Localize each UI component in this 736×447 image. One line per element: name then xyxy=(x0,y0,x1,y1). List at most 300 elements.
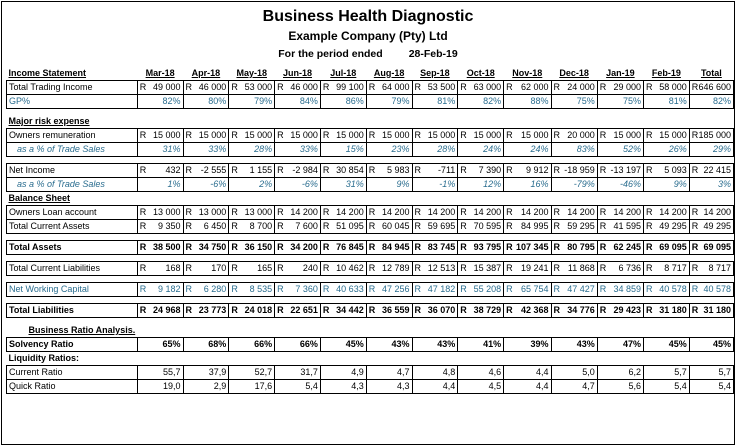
cell-value: 45% xyxy=(689,338,733,352)
cell-value: 36 559 xyxy=(381,305,410,315)
cell xyxy=(504,129,551,143)
currency-symbol: R xyxy=(553,221,560,231)
cell-value: 7 360 xyxy=(295,284,318,294)
currency-symbol: R xyxy=(506,82,513,92)
cell-value: 1% xyxy=(137,178,183,192)
cell-value: 22 415 xyxy=(703,165,731,175)
cell xyxy=(644,129,690,143)
currency-symbol: R xyxy=(277,263,284,273)
cell-value: -79% xyxy=(551,178,597,192)
period-date: 28-Feb-19 xyxy=(408,48,458,60)
cell-value: 12 513 xyxy=(427,263,456,273)
cell xyxy=(320,262,366,276)
spacer-row xyxy=(7,276,734,283)
cell-value: 58 000 xyxy=(659,82,687,92)
currency-symbol: R xyxy=(414,263,421,273)
cell xyxy=(412,164,458,178)
cell xyxy=(458,262,504,276)
cell xyxy=(458,220,504,234)
currency-symbol: R xyxy=(553,82,560,92)
cell xyxy=(229,241,275,255)
period-line xyxy=(2,48,734,60)
currency-symbol: R xyxy=(553,284,560,294)
currency-symbol: R xyxy=(231,130,238,140)
cell-value: 3% xyxy=(689,178,733,192)
currency-symbol: R xyxy=(691,242,699,252)
currency-symbol: R xyxy=(322,305,330,315)
row-label: Current Ratio xyxy=(7,366,138,380)
cell-value: 5,0 xyxy=(551,366,597,380)
currency-symbol: R xyxy=(691,82,699,92)
cell xyxy=(689,304,733,318)
cell-value: 6 736 xyxy=(618,263,641,273)
cell-value: 93 795 xyxy=(473,242,502,252)
cell-value: 17,6 xyxy=(229,380,275,394)
cell xyxy=(597,283,643,297)
cell-value: -6% xyxy=(183,178,229,192)
cell-value: 34 859 xyxy=(613,284,641,294)
currency-symbol: R xyxy=(277,130,284,140)
cell xyxy=(366,283,412,297)
cell-value: 41 595 xyxy=(613,221,641,231)
currency-symbol: R xyxy=(460,221,467,231)
row-owners-pct xyxy=(7,143,734,157)
cell-value: 83% xyxy=(551,143,597,157)
period-label: For the period ended xyxy=(278,48,383,60)
cell-value: 38 729 xyxy=(473,305,502,315)
currency-symbol: R xyxy=(368,284,376,294)
cell-value: 9% xyxy=(644,178,690,192)
cell-value: 10 462 xyxy=(336,263,364,273)
currency-symbol: R xyxy=(139,263,147,273)
currency-symbol: R xyxy=(231,305,238,315)
cell-value: 55 208 xyxy=(473,284,502,294)
cell-value: 84 995 xyxy=(520,221,549,231)
cell-value: 13 000 xyxy=(244,207,273,217)
cell-value: 59 295 xyxy=(567,221,595,231)
cell-value: -2 984 xyxy=(292,165,318,175)
cell-value: 24 968 xyxy=(152,305,181,315)
cell-value: 69 095 xyxy=(703,242,731,252)
row-label: Total Current Assets xyxy=(7,220,138,234)
cell-value: 29 000 xyxy=(613,82,641,92)
cell-value: 31 180 xyxy=(703,305,731,315)
currency-symbol: R xyxy=(506,284,513,294)
cell-value: 168 xyxy=(165,263,181,273)
currency-symbol: R xyxy=(553,130,560,140)
month-header: Sep-18 xyxy=(420,67,450,78)
cell-value: 63 000 xyxy=(473,82,502,92)
cell-value: 41% xyxy=(458,338,504,352)
cell-value: 59 695 xyxy=(427,221,456,231)
cell-value: 81% xyxy=(412,95,458,109)
cell-value: 19 241 xyxy=(520,263,549,273)
currency-symbol: R xyxy=(691,284,699,294)
cell xyxy=(320,304,366,318)
row-label: Total Liabilities xyxy=(7,304,138,318)
cell xyxy=(458,129,504,143)
currency-symbol: R xyxy=(322,130,330,140)
cell-value: 12% xyxy=(458,178,504,192)
cell-value: 19,0 xyxy=(137,380,183,394)
cell-value: 31 180 xyxy=(659,305,687,315)
header-row xyxy=(7,66,734,81)
cell xyxy=(137,81,183,95)
cell-value: 4,7 xyxy=(551,380,597,394)
cell xyxy=(137,241,183,255)
month-header: Nov-18 xyxy=(512,67,543,78)
currency-symbol: R xyxy=(231,284,238,294)
spacer-row xyxy=(7,157,734,164)
cell-value: 8 717 xyxy=(664,263,687,273)
cell-value: 15 000 xyxy=(659,130,687,140)
currency-symbol: R xyxy=(277,242,284,252)
cell xyxy=(551,262,597,276)
currency-symbol: R xyxy=(460,242,467,252)
cell xyxy=(644,81,690,95)
currency-symbol: R xyxy=(646,165,653,175)
cell-value: 4,4 xyxy=(412,380,458,394)
currency-symbol: R xyxy=(322,263,330,273)
currency-symbol: R xyxy=(691,305,699,315)
row-current-ratio xyxy=(7,366,734,380)
currency-symbol: R xyxy=(599,263,607,273)
cell-value: 15 000 xyxy=(381,130,410,140)
currency-symbol: R xyxy=(599,284,607,294)
cell-value: 15 000 xyxy=(152,130,181,140)
currency-symbol: R xyxy=(460,305,467,315)
cell-value: 4,6 xyxy=(458,366,504,380)
row-label: Solvency Ratio xyxy=(7,338,138,352)
cell xyxy=(366,164,412,178)
cell xyxy=(183,241,229,255)
cell-value: 107 345 xyxy=(515,242,549,252)
spacer-row xyxy=(7,234,734,241)
cell-value: 5,4 xyxy=(644,380,690,394)
cell xyxy=(366,220,412,234)
month-header: Jun-18 xyxy=(283,67,313,78)
cell xyxy=(183,164,229,178)
currency-symbol: R xyxy=(414,242,421,252)
currency-symbol: R xyxy=(506,221,513,231)
cell xyxy=(366,262,412,276)
cell-value: 47 256 xyxy=(381,284,410,294)
currency-symbol: R xyxy=(185,130,193,140)
currency-symbol: R xyxy=(553,242,560,252)
currency-symbol: R xyxy=(322,284,330,294)
cell xyxy=(137,206,183,220)
currency-symbol: R xyxy=(231,242,238,252)
cell xyxy=(229,129,275,143)
currency-symbol: R xyxy=(506,242,513,252)
cell-value: 6 450 xyxy=(203,221,227,231)
month-header: Dec-18 xyxy=(559,67,589,78)
currency-symbol: R xyxy=(460,130,467,140)
currency-symbol: R xyxy=(599,82,607,92)
cell-value: 4,5 xyxy=(458,380,504,394)
financial-table xyxy=(6,66,734,394)
cell-value: 33% xyxy=(275,143,321,157)
currency-symbol: R xyxy=(414,305,421,315)
currency-symbol: R xyxy=(139,305,147,315)
cell xyxy=(275,241,321,255)
cell xyxy=(458,283,504,297)
cell-value: 13 000 xyxy=(198,207,227,217)
month-header: Total xyxy=(700,67,722,78)
currency-symbol: R xyxy=(322,82,330,92)
currency-symbol: R xyxy=(506,130,513,140)
cell xyxy=(551,220,597,234)
currency-symbol: R xyxy=(231,221,238,231)
cell xyxy=(275,283,321,297)
cell xyxy=(320,164,366,178)
cell-value: 5 093 xyxy=(664,165,687,175)
cell xyxy=(689,283,733,297)
cell xyxy=(644,304,690,318)
cell xyxy=(366,129,412,143)
cell-value: 49 295 xyxy=(659,221,687,231)
cell xyxy=(551,304,597,318)
currency-symbol: R xyxy=(185,305,193,315)
currency-symbol: R xyxy=(322,165,330,175)
currency-symbol: R xyxy=(414,82,421,92)
cell-value: 83 745 xyxy=(427,242,456,252)
cell-value: 29% xyxy=(689,143,733,157)
cell-value: 14 200 xyxy=(613,207,641,217)
currency-symbol: R xyxy=(139,221,147,231)
cell xyxy=(551,164,597,178)
currency-symbol: R xyxy=(599,242,607,252)
currency-symbol: R xyxy=(277,284,284,294)
row-net-working-capital xyxy=(7,283,734,297)
cell-value: 28% xyxy=(412,143,458,157)
currency-symbol: R xyxy=(691,207,699,217)
cell-value: 81% xyxy=(644,95,690,109)
cell-value: 40 633 xyxy=(336,284,364,294)
cell xyxy=(275,220,321,234)
cell-value: 99 100 xyxy=(336,82,364,92)
cell-value: 2,9 xyxy=(183,380,229,394)
cell-value: 40 578 xyxy=(703,284,731,294)
cell-value: 53 500 xyxy=(427,82,456,92)
cell xyxy=(229,81,275,95)
month-header: Jan-19 xyxy=(606,67,635,78)
cell-value: 15 000 xyxy=(336,130,364,140)
row-label: GP% xyxy=(7,95,138,109)
cell-value: 69 095 xyxy=(659,242,687,252)
currency-symbol: R xyxy=(646,284,653,294)
cell-value: 23 773 xyxy=(198,305,227,315)
cell-value: 46 000 xyxy=(290,82,318,92)
cell xyxy=(644,262,690,276)
cell-value: 42 368 xyxy=(520,305,549,315)
cell-value: 4,4 xyxy=(504,380,551,394)
row-total-current-liabilities xyxy=(7,262,734,276)
cell xyxy=(597,241,643,255)
cell-value: 24% xyxy=(458,143,504,157)
cell xyxy=(229,164,275,178)
cell xyxy=(183,129,229,143)
cell-value: 7 390 xyxy=(478,165,502,175)
currency-symbol: R xyxy=(646,221,653,231)
currency-symbol: R xyxy=(691,130,699,140)
cell xyxy=(229,220,275,234)
cell xyxy=(320,283,366,297)
cell-value: 6,2 xyxy=(597,366,643,380)
cell-value: 49 000 xyxy=(152,82,181,92)
currency-symbol: R xyxy=(414,284,421,294)
cell xyxy=(320,206,366,220)
cell-value: 170 xyxy=(211,263,227,273)
cell-value: 52% xyxy=(597,143,643,157)
cell-value: 8 700 xyxy=(249,221,273,231)
month-header: Mar-18 xyxy=(145,67,175,78)
cell-value: 79% xyxy=(229,95,275,109)
row-solvency xyxy=(7,338,734,352)
currency-symbol: R xyxy=(277,207,284,217)
currency-symbol: R xyxy=(368,165,376,175)
cell-value: 16% xyxy=(504,178,551,192)
currency-symbol: R xyxy=(277,165,284,175)
currency-symbol: R xyxy=(553,263,560,273)
cell xyxy=(597,206,643,220)
cell-value: 31% xyxy=(137,143,183,157)
cell-value: 68% xyxy=(183,338,229,352)
cell xyxy=(137,304,183,318)
spacer-row xyxy=(7,255,734,262)
currency-symbol: R xyxy=(185,207,193,217)
cell-value: -18 959 xyxy=(564,165,595,175)
row-label: Net Income xyxy=(7,164,138,178)
cell-value: 36 150 xyxy=(244,242,273,252)
cell-value: 8 717 xyxy=(708,263,731,273)
cell-value: 15 000 xyxy=(473,130,502,140)
currency-symbol: R xyxy=(646,130,653,140)
cell-value: 43% xyxy=(551,338,597,352)
cell-value: 24 000 xyxy=(567,82,595,92)
cell-value: 51 095 xyxy=(336,221,364,231)
row-total-trading-income xyxy=(7,81,734,95)
cell-value: 66% xyxy=(275,338,321,352)
currency-symbol: R xyxy=(185,221,193,231)
cell-value: 646 600 xyxy=(698,82,731,92)
cell-value: 33% xyxy=(183,143,229,157)
cell-value: 5,7 xyxy=(689,366,733,380)
cell xyxy=(644,206,690,220)
cell-value: 40 578 xyxy=(659,284,687,294)
cell-value: 34 200 xyxy=(290,242,318,252)
cell-value: 84 945 xyxy=(381,242,410,252)
row-owners-loan xyxy=(7,206,734,220)
cell-value: 15 000 xyxy=(244,130,273,140)
month-header: Feb-19 xyxy=(651,67,681,78)
currency-symbol: R xyxy=(460,82,467,92)
row-label: Net Working Capital xyxy=(7,283,138,297)
currency-symbol: R xyxy=(185,284,193,294)
currency-symbol: R xyxy=(322,207,330,217)
cell-value: 38 500 xyxy=(152,242,181,252)
cell-value: 5 983 xyxy=(386,165,410,175)
row-net-pct xyxy=(7,178,734,192)
cell-value: 4,9 xyxy=(320,366,366,380)
cell-value: 62 245 xyxy=(613,242,641,252)
cell xyxy=(689,129,733,143)
cell-value: 15 000 xyxy=(427,130,456,140)
cell-value: 82% xyxy=(137,95,183,109)
currency-symbol: R xyxy=(414,130,421,140)
cell xyxy=(183,262,229,276)
cell xyxy=(458,304,504,318)
cell-value: 34 750 xyxy=(198,242,227,252)
cell xyxy=(229,304,275,318)
currency-symbol: R xyxy=(139,82,147,92)
row-label: Total Current Liabilities xyxy=(7,262,138,276)
row-total-liabilities xyxy=(7,304,734,318)
cell xyxy=(229,283,275,297)
cell-value: 45% xyxy=(320,338,366,352)
cell xyxy=(597,81,643,95)
cell xyxy=(458,206,504,220)
cell-value: 23% xyxy=(366,143,412,157)
cell xyxy=(597,304,643,318)
company-name: Example Company (Pty) Ltd xyxy=(288,29,448,43)
cell-value: 75% xyxy=(597,95,643,109)
cell-value: 62 000 xyxy=(520,82,549,92)
currency-symbol: R xyxy=(553,305,560,315)
currency-symbol: R xyxy=(599,130,607,140)
cell xyxy=(229,262,275,276)
cell-value: -13 197 xyxy=(610,165,641,175)
cell-value: 15 000 xyxy=(613,130,641,140)
cell-value: 31% xyxy=(320,178,366,192)
cell xyxy=(504,304,551,318)
cell xyxy=(689,164,733,178)
cell-value: 22 651 xyxy=(290,305,318,315)
cell xyxy=(183,81,229,95)
currency-symbol: R xyxy=(185,165,193,175)
currency-symbol: R xyxy=(599,165,607,175)
currency-symbol: R xyxy=(646,207,653,217)
currency-symbol: R xyxy=(231,207,238,217)
cell-value: 165 xyxy=(257,263,273,273)
cell xyxy=(644,220,690,234)
cell xyxy=(137,262,183,276)
cell xyxy=(275,129,321,143)
spacer-row xyxy=(7,297,734,304)
currency-symbol: R xyxy=(646,82,653,92)
cell xyxy=(689,220,733,234)
cell-value: 79% xyxy=(366,95,412,109)
cell-value: 70 595 xyxy=(473,221,502,231)
currency-symbol: R xyxy=(185,82,193,92)
cell xyxy=(597,164,643,178)
cell xyxy=(412,283,458,297)
cell-value: 14 200 xyxy=(381,207,410,217)
currency-symbol: R xyxy=(646,263,653,273)
cell xyxy=(183,304,229,318)
row-ratio-title xyxy=(7,324,734,338)
cell-value: 76 845 xyxy=(336,242,364,252)
cell-value: 47 427 xyxy=(567,284,595,294)
currency-symbol: R xyxy=(460,207,467,217)
cell-value: 34 442 xyxy=(336,305,364,315)
cell-value: 15 000 xyxy=(290,130,318,140)
cell xyxy=(504,206,551,220)
cell xyxy=(551,241,597,255)
currency-symbol: R xyxy=(277,82,284,92)
cell-value: 5,7 xyxy=(644,366,690,380)
cell-value: 12 789 xyxy=(381,263,410,273)
